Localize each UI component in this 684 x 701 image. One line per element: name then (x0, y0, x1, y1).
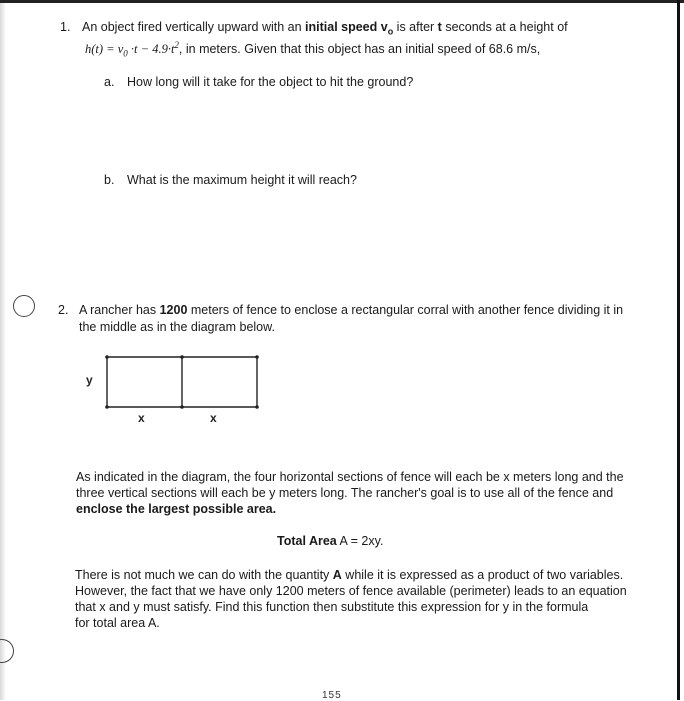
q2-line2: the middle as in the diagram below. (79, 320, 275, 334)
q1-formula (85, 40, 179, 59)
q1-part-b-label: b. (104, 173, 115, 187)
right-border (677, 0, 680, 700)
q2-para1-line3: enclose the largest possible area. (76, 502, 277, 516)
q1-formula-start: h(t) = v (85, 42, 124, 57)
post (255, 355, 259, 359)
q1-part-b-text: What is the maximum height it will reach? (127, 173, 357, 187)
q2-paragraph-2 (75, 567, 627, 631)
q1-number: 1. (60, 20, 71, 34)
q2-number: 2. (58, 303, 69, 317)
post (255, 405, 259, 409)
q2-para2-line1-pre: There is not much we can do with the quantity (75, 568, 333, 582)
q1-line2 (85, 37, 540, 62)
post (180, 405, 184, 409)
question-3-radio-circle-partial[interactable] (0, 639, 14, 663)
corral-diagram (86, 352, 270, 432)
q1-formula-sup: 2 (174, 40, 179, 50)
q1-part-a-text: How long will it take for the object to hit the ground? (127, 75, 414, 89)
q1-formula-sub: 0 (123, 48, 128, 59)
q1-part-a-label: a. (104, 75, 115, 89)
q2-para2-line4: for total area A. (75, 616, 160, 630)
q2-line1-pre: A rancher has (79, 303, 160, 317)
q2-para1-line2: three vertical sections will each be y meters long. The rancher's goal is to use all of the fence and (76, 486, 614, 500)
q2-fence-amount: 1200 (159, 303, 188, 317)
page-edge-shadow (0, 0, 6, 700)
total-area-expression: A = 2xy. (336, 534, 384, 548)
q1-line1-end: seconds at a height of (441, 20, 568, 34)
q2-para1-line1: As indicated in the diagram, the four horizontal sections of fence will each be x meters long and the (76, 470, 624, 484)
diagram-x-label-left: x (138, 411, 145, 425)
total-area-label: Total Area (277, 534, 337, 548)
q1-formula-mid: ·t − 4.9·t (127, 42, 175, 57)
page-number: 155 (322, 690, 342, 701)
q2-line1-post: meters of fence to enclose a rectangular corral with another fence dividing it in (187, 303, 624, 317)
diagram-x-label-right: x (210, 411, 217, 425)
diagram-y-label: y (86, 373, 93, 387)
q1-line1-pre: An object fired vertically upward with an (82, 20, 306, 34)
q1-t-variable: t (437, 20, 442, 34)
q1-initial-speed (305, 20, 394, 37)
question-2-radio-circle[interactable] (13, 295, 35, 317)
q2-para2-line1 (75, 567, 627, 583)
q2-para2-line3: that x and y must satisfy. Find this function then substitute this expression for y in the formula (75, 600, 589, 614)
q1-initial-speed-sub: o (387, 26, 394, 37)
post (105, 405, 109, 409)
q1-line1-post: is after (393, 20, 438, 34)
q1-line2-post: , in meters. Given that this object has an initial speed of 68.6 m/s, (178, 42, 541, 57)
total-area-formula (277, 533, 383, 549)
q2-para2-line2: However, the fact that we have only 1200 meters of fence available (perimeter) leads to an equation (75, 584, 627, 598)
post (180, 355, 184, 359)
q1-initial-speed-text: initial speed v (305, 20, 388, 34)
corral-rectangle (107, 357, 257, 407)
post (105, 355, 109, 359)
q2-line1 (79, 302, 623, 318)
q2-para2-line1-post: while it is expressed as a product of two variables. (341, 568, 624, 582)
q2-paragraph-1 (76, 469, 624, 517)
top-border (0, 0, 684, 3)
q2-para2-area-variable: A (332, 568, 342, 582)
